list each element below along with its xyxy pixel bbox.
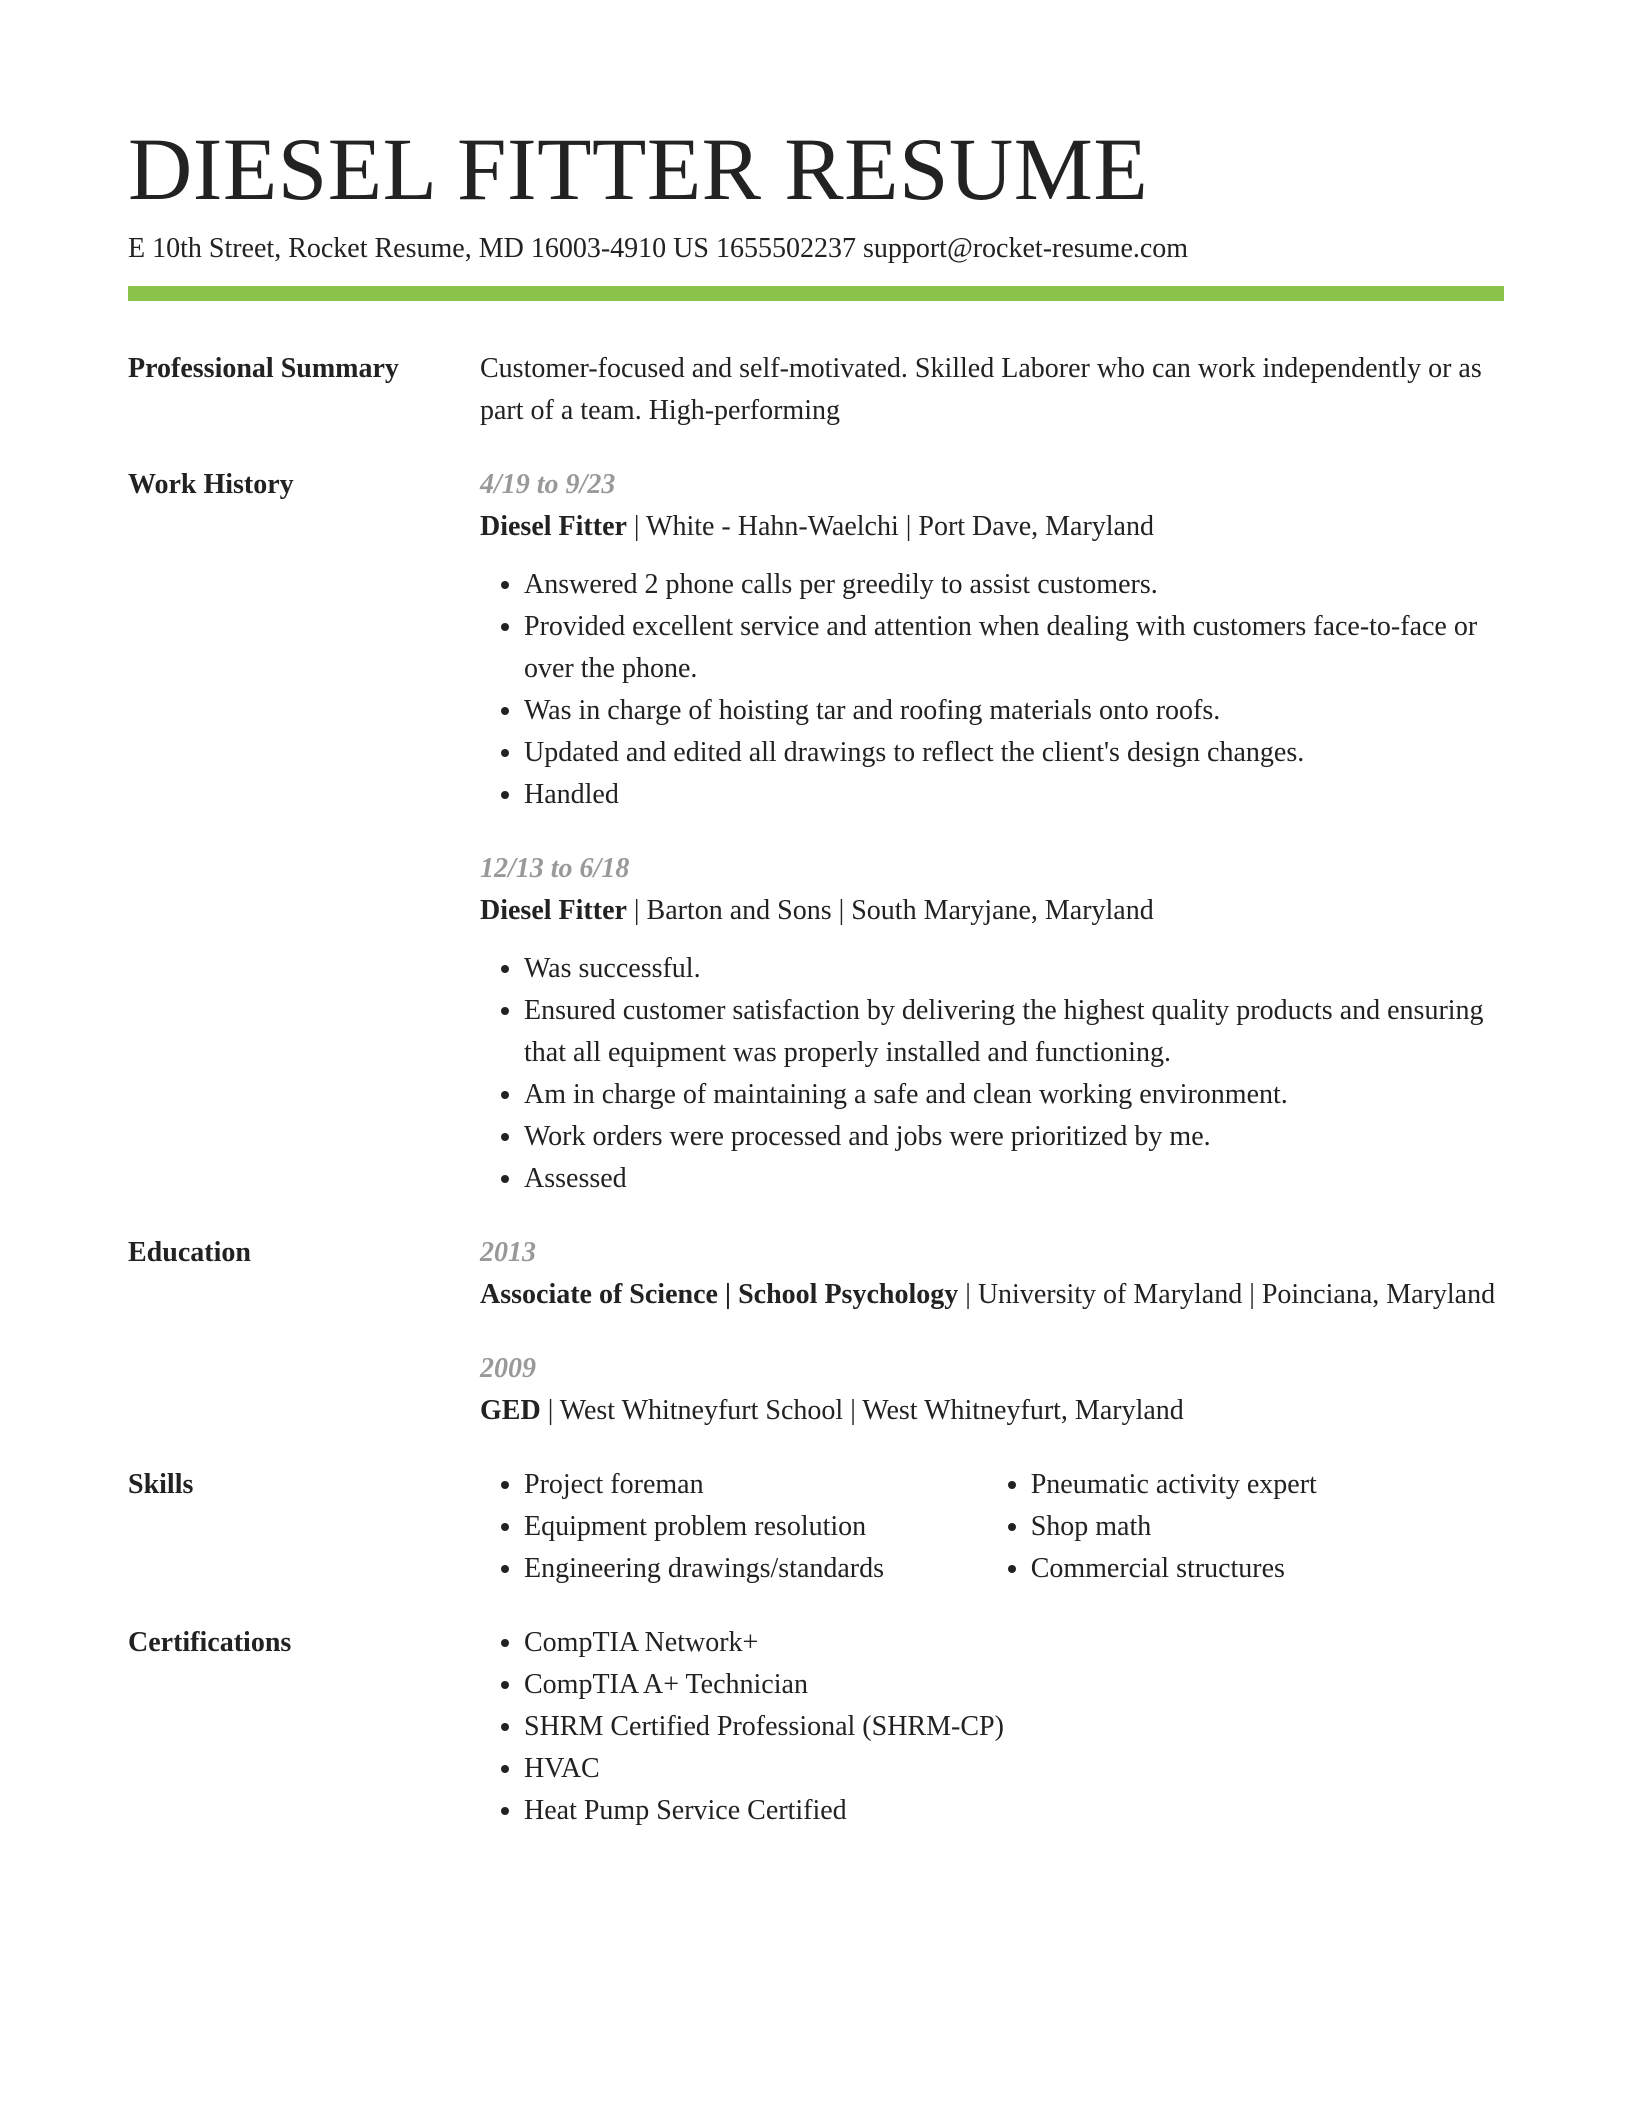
work-dates: 4/19 to 9/23	[480, 469, 616, 500]
job-bullets	[480, 948, 1504, 1200]
education-section	[128, 1232, 1504, 1432]
section-label-education: Education	[128, 1237, 251, 1268]
skills-section	[128, 1464, 1504, 1590]
job-line	[480, 506, 1504, 548]
section-label-skills: Skills	[128, 1469, 194, 1500]
summary-body	[480, 348, 1504, 432]
list-item: • Updated and edited all drawings to reflect the client's design changes.	[524, 732, 1504, 774]
list-item: • Provided excellent service and attention when dealing with customers face-to-face or over the phone.	[524, 606, 1504, 690]
list-item: • Ensured customer satisfaction by delivering the highest quality products and ensuring that all equipment was properly installed and functioning.	[524, 990, 1504, 1074]
skills-list-right	[987, 1464, 1504, 1590]
list-item: • HVAC	[524, 1748, 1504, 1790]
work-dates: 12/13 to 6/18	[480, 853, 630, 884]
list-item: • CompTIA A+ Technician	[524, 1664, 1504, 1706]
list-item: • SHRM Certified Professional (SHRM-CP)	[524, 1706, 1504, 1748]
certifications-body	[480, 1622, 1504, 1832]
work-entry	[480, 848, 1504, 1200]
education-line	[480, 1274, 1504, 1316]
job-line	[480, 890, 1504, 932]
accent-divider	[128, 286, 1504, 301]
list-item: • Am in charge of maintaining a safe and clean working environment.	[524, 1074, 1504, 1116]
skills-grid	[480, 1464, 1504, 1590]
job-title: Diesel Fitter	[480, 895, 627, 926]
list-item: • Engineering drawings/standards	[524, 1548, 943, 1590]
list-item: • Was successful.	[524, 948, 1504, 990]
summary-text: Customer-focused and self-motivated. Skilled Laborer who can work independently or as part of a team. High-performing	[480, 353, 1482, 426]
list-item: • Heat Pump Service Certified	[524, 1790, 1504, 1832]
job-bullets	[480, 564, 1504, 816]
education-body	[480, 1232, 1504, 1432]
section-label-certifications: Certifications	[128, 1627, 292, 1658]
resume-title: DIESEL FITTER RESUME	[128, 121, 1149, 219]
education-details: | University of Maryland | Poinciana, Maryland	[958, 1279, 1496, 1310]
job-title: Diesel Fitter	[480, 511, 627, 542]
list-item: • Project foreman	[524, 1464, 943, 1506]
list-item: • Commercial structures	[1031, 1548, 1504, 1590]
list-item: • Work orders were processed and jobs were prioritized by me.	[524, 1116, 1504, 1158]
section-label-summary: Professional Summary	[128, 353, 399, 384]
certifications-section	[128, 1622, 1504, 1832]
certifications-list	[480, 1622, 1504, 1832]
degree-title: Associate of Science | School Psychology	[480, 1279, 959, 1310]
education-entry	[480, 1348, 1504, 1432]
list-item: • Pneumatic activity expert	[1031, 1464, 1504, 1506]
work-history-section	[128, 464, 1504, 1200]
summary-section	[128, 348, 1504, 432]
education-line	[480, 1390, 1504, 1432]
education-entry	[480, 1232, 1504, 1316]
list-item: • Equipment problem resolution	[524, 1506, 943, 1548]
list-item: • CompTIA Network+	[524, 1622, 1504, 1664]
skills-body	[480, 1464, 1504, 1590]
work-history-body	[480, 464, 1504, 1200]
education-details: | West Whitneyfurt School | West Whitneyfurt, Maryland	[540, 1395, 1184, 1426]
degree-title: GED	[480, 1395, 541, 1426]
contact-line: E 10th Street, Rocket Resume, MD 16003-4910 US 1655502237 support@rocket-resume.com	[128, 233, 1189, 264]
education-year: 2013	[480, 1237, 536, 1268]
work-entry	[480, 464, 1504, 816]
list-item: • Handled	[524, 774, 1504, 816]
education-year: 2009	[480, 1353, 536, 1384]
list-item: • Was in charge of hoisting tar and roofing materials onto roofs.	[524, 690, 1504, 732]
resume-sections	[128, 348, 1504, 1864]
list-item: • Assessed	[524, 1158, 1504, 1200]
job-details: | White - Hahn-Waelchi | Port Dave, Maryland	[626, 511, 1154, 542]
skills-list-left	[480, 1464, 943, 1590]
section-label-work-history: Work History	[128, 469, 294, 500]
job-details: | Barton and Sons | South Maryjane, Maryland	[626, 895, 1154, 926]
list-item: • Answered 2 phone calls per greedily to assist customers.	[524, 564, 1504, 606]
list-item: • Shop math	[1031, 1506, 1504, 1548]
